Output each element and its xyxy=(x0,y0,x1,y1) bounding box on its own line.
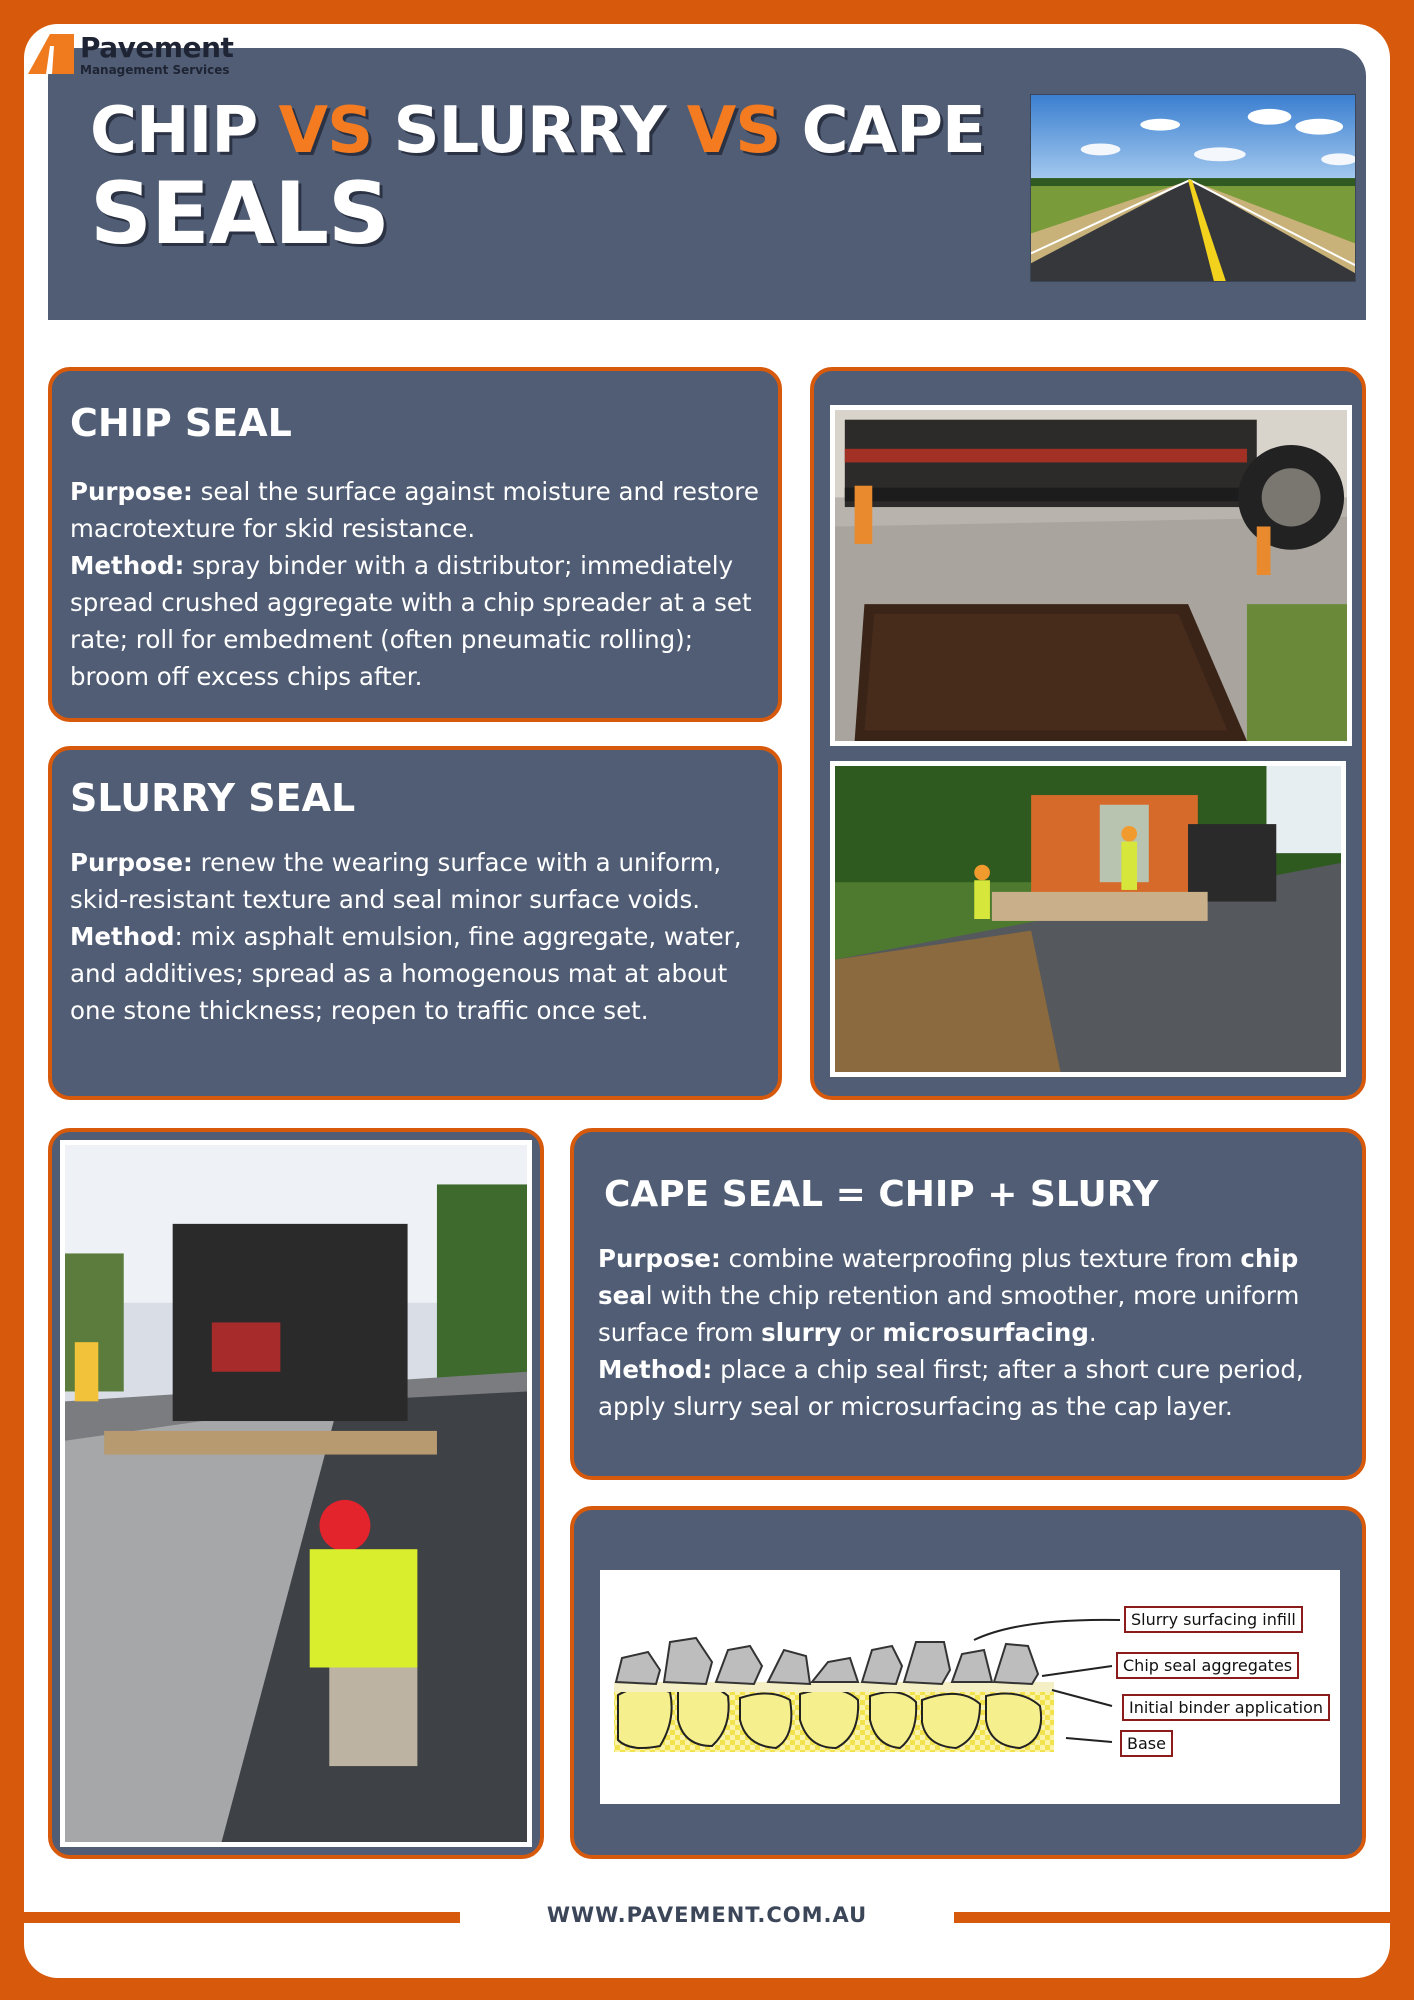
title-word-chip: CHIP xyxy=(90,94,258,168)
header-road-photo xyxy=(1030,94,1356,282)
footer-rule-right xyxy=(954,1912,1390,1923)
title-word-slurry: SLURRY xyxy=(393,94,666,168)
paver-photo-panel xyxy=(48,1128,544,1859)
cape-seal-title: CAPE SEAL = CHIP + SLURY xyxy=(604,1174,1159,1215)
diagram-label-initial-binder: Initial binder application xyxy=(1122,1694,1330,1721)
slurry-seal-body xyxy=(70,844,770,1029)
logo-tagline: Management Services xyxy=(80,63,230,77)
slurry-method-label: Method xyxy=(70,922,175,951)
diagram-label-slurry-infill: Slurry surfacing infill xyxy=(1124,1606,1303,1633)
cape-method-text: place a chip seal first; after a short cure period, apply slurry seal or microsurfacing as the cap layer. xyxy=(598,1355,1304,1421)
title-line-1 xyxy=(90,94,985,168)
chip-purpose-text: seal the surface against moisture and restore macrotexture for skid resistance. xyxy=(70,477,759,543)
title-word-cape: CAPE xyxy=(801,94,985,168)
slurry-method-text: : mix asphalt emulsion, fine aggregate, water, and additives; spread as a homogenous mat at about one stone thickness; reopen to traffic once set. xyxy=(70,922,742,1025)
chip-seal-title: CHIP SEAL xyxy=(70,401,292,445)
diagram-label-chip-aggregates: Chip seal aggregates xyxy=(1116,1652,1299,1679)
cape-purpose-text-2: l with the chip retention and smoother, more uniform surface from xyxy=(598,1281,1300,1347)
slurry-seal-panel xyxy=(48,746,782,1100)
slurry-purpose-text: renew the wearing surface with a uniform, skid-resistant texture and seal minor surface voids. xyxy=(70,848,722,914)
slurry-truck-photo xyxy=(830,761,1346,1077)
cape-seal-body xyxy=(598,1240,1358,1425)
chip-method-label: Method: xyxy=(70,551,185,580)
chip-method-text: spray binder with a distributor; immediately spread crushed aggregate with a chip spreader at a set rate; roll for embedment (often pneumatic rolling); broom off excess chips after. xyxy=(70,551,752,691)
company-logo xyxy=(28,31,234,77)
cape-purpose-bold-slurry: slurry xyxy=(761,1318,842,1347)
footer-rule-left xyxy=(24,1912,460,1923)
footer-website-link[interactable]: WWW.PAVEMENT.COM.AU xyxy=(546,1903,868,1927)
cape-purpose-label: Purpose: xyxy=(598,1244,721,1273)
chip-purpose-label: Purpose: xyxy=(70,477,193,506)
cape-seal-panel xyxy=(570,1128,1366,1480)
title-line-2: SEALS xyxy=(90,164,389,264)
chip-seal-body xyxy=(70,473,770,695)
cape-purpose-text-3: or xyxy=(841,1318,883,1347)
photo-panel-right xyxy=(810,367,1366,1100)
page-title xyxy=(90,94,985,264)
slurry-seal-title: SLURRY SEAL xyxy=(70,776,356,820)
title-vs-1: VS xyxy=(278,94,373,168)
cape-purpose-text-1: combine waterproofing plus texture from xyxy=(720,1244,1241,1273)
cape-method-label: Method: xyxy=(598,1355,713,1384)
cape-purpose-bold-micro: microsurfacing xyxy=(882,1318,1089,1347)
title-vs-2: VS xyxy=(686,94,781,168)
logo-name: Pavement xyxy=(80,31,234,64)
road-logo-icon xyxy=(28,34,74,74)
diagram-label-base: Base xyxy=(1120,1730,1173,1757)
chip-seal-panel xyxy=(48,367,782,722)
chip-spreader-photo xyxy=(830,405,1352,746)
cape-purpose-text-4: . xyxy=(1088,1318,1097,1347)
cape-purpose-bold-chip: chip sea xyxy=(598,1244,1299,1310)
cape-seal-diagram xyxy=(600,1570,1340,1804)
header-banner xyxy=(48,48,1366,320)
slurry-purpose-label: Purpose: xyxy=(70,848,193,877)
paver-inspection-photo xyxy=(60,1140,532,1847)
